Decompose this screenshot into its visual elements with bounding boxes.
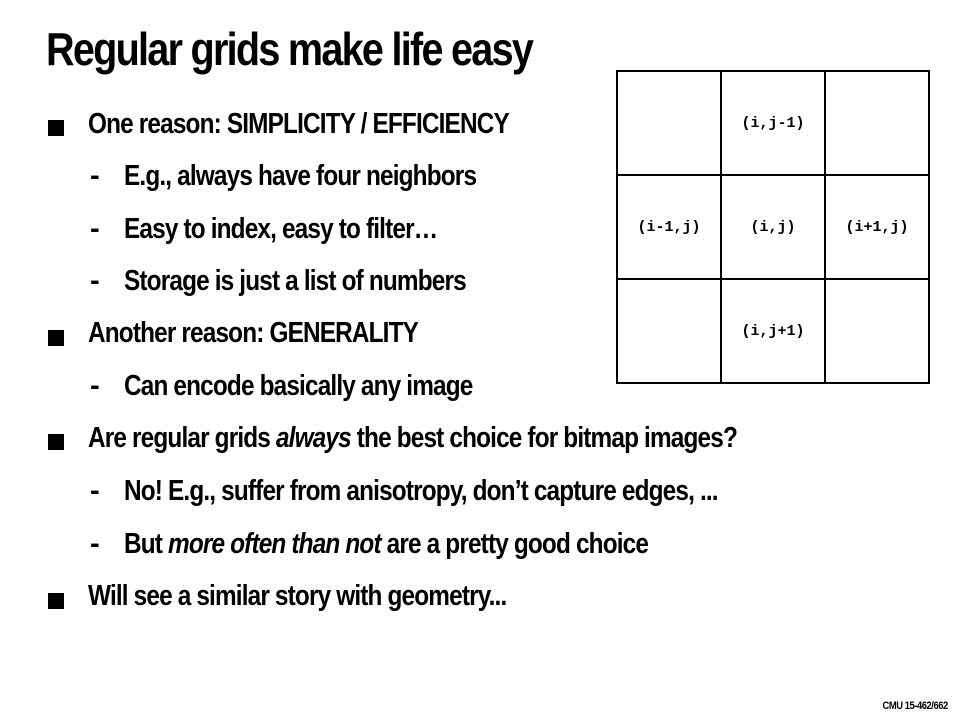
bullet-square-icon — [48, 330, 64, 346]
sub-bullet-index: Easy to index, easy to filter… — [124, 213, 438, 245]
grid-cell-right: (i+1,j) — [825, 175, 929, 279]
grid-cell-top-left — [617, 71, 721, 175]
grid-cell-left: (i-1,j) — [617, 175, 721, 279]
bullet-generality: Another reason: GENERALITY — [88, 317, 419, 349]
bullet-geometry: Will see a similar story with geometry... — [88, 580, 507, 612]
dash-icon: - — [90, 160, 100, 192]
sub-bullet-neighbors: E.g., always have four neighbors — [124, 160, 477, 192]
sub-bullet-storage: Storage is just a list of numbers — [124, 265, 466, 297]
sub-bullet-encode: Can encode basically any image — [124, 370, 473, 402]
grid-cell-top: (i,j-1) — [721, 71, 825, 175]
course-footer: CMU 15-462/662 — [882, 700, 948, 712]
dash-icon: - — [90, 265, 100, 297]
sub-bullet-good-choice: But more often than not are a pretty good choice — [124, 528, 649, 560]
bullet-question: Are regular grids always the best choice for bitmap images? — [88, 422, 737, 454]
grid-cell-bottom-left — [617, 279, 721, 383]
bullet-square-icon — [48, 593, 64, 609]
grid-cell-bottom-right — [825, 279, 929, 383]
dash-icon: - — [90, 475, 100, 507]
grid-cell-center: (i,j) — [721, 175, 825, 279]
neighbor-grid-diagram — [616, 70, 930, 384]
grid-cell-top-right — [825, 71, 929, 175]
dash-icon: - — [90, 213, 100, 245]
dash-icon: - — [90, 370, 100, 402]
grid-cell-bottom: (i,j+1) — [721, 279, 825, 383]
bullet-square-icon — [48, 120, 64, 136]
slide-title: Regular grids make life easy — [46, 23, 533, 75]
bullet-square-icon — [48, 434, 64, 450]
sub-bullet-anisotropy: No! E.g., suffer from anisotropy, don’t capture edges, ... — [124, 475, 718, 507]
bullet-simplicity: One reason: SIMPLICITY / EFFICIENCY — [88, 108, 509, 140]
dash-icon: - — [90, 528, 100, 560]
